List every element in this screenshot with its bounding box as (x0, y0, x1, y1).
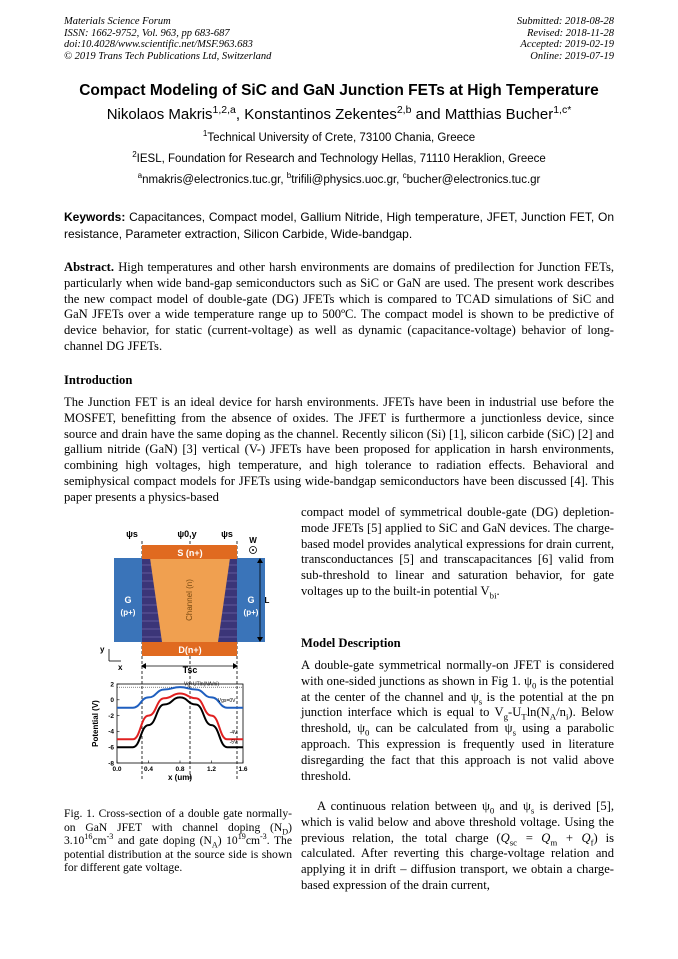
journal-copyright: © 2019 Trans Tech Publications Ltd, Switzerland (64, 50, 272, 62)
y-tick-label: -8 (108, 760, 114, 768)
email-link[interactable]: trifili@physics.uoc.gr, (291, 174, 403, 186)
journal-name: Materials Science Forum (64, 16, 171, 27)
y-tick-label: 2 (110, 681, 114, 689)
email-sup: c (402, 171, 407, 181)
author-name: Konstantinos Zekentes (244, 106, 397, 123)
annotation-builtin: Vg+UTln(NA/ni) (183, 681, 220, 688)
length-label: L (264, 596, 270, 605)
caption-text: ) 3.10 (64, 820, 292, 848)
publication-dates (517, 16, 614, 62)
jfet-figure-svg (90, 525, 270, 800)
email-link[interactable]: nmakris@electronics.tuc.gr, (142, 174, 287, 186)
author-list (40, 106, 638, 123)
intro-cont-text: compact model of symmetrical double-gate (DG) depletion-mode JFETs [5] applied to SiC and GaN devices. The charge-based model provides analytical expressions for drain current, transconductances [5] and transcapacitances [6] valid from sub-threshold to linear and saturation behavior, for gate voltages up to the built-in potential V (301, 505, 614, 598)
annotation-vgs-0v: Vgs=0V (217, 698, 236, 705)
y-tick-label: -4 (108, 728, 114, 736)
author-affil-sup: 2,b (396, 104, 412, 116)
subscript: A (211, 840, 218, 850)
text: using a parabolic approach. This expression is frequently used in literature disregarding the fact that this approach is not valid above threshold. (301, 721, 614, 783)
caption-text: ) 10 (217, 834, 238, 848)
y-tick-label: 0 (110, 697, 114, 705)
subscript: 0 (531, 680, 537, 691)
author-separator: and (411, 106, 445, 123)
y-axis-title: Potential (V) (91, 700, 100, 747)
abstract-label: Abstract. (64, 260, 115, 274)
x-tick-label: 1.6 (238, 766, 248, 773)
figure-1 (90, 525, 270, 800)
subscript: bi (489, 590, 497, 601)
annotation-vgs-minus4v: -4V (229, 729, 238, 736)
intro-paragraph: The Junction FET is an ideal device for harsh environments. JFETs have been in industrial use before the MOSFET, benefitting from the absence of oxides. The JFET is furthermore a junctionless device, since source and drain have the same doping as the channel. Recently silicon (Si) [1], silicon carbide (SiC) [2] and gallium nitride (GaN) [3] vertical (V-) JFETs have been proposed for application in harsh environments, combining high voltages, high temperature, and high tolerance to radiation effects. Behavioral and semiphysical compact models for JFETs using wide-bandgap semiconductors have been discussed [4]. This paper presents a physics-based (64, 395, 614, 504)
caption-text: cm (92, 834, 107, 848)
text: ) is calculated. After reverting this charge-voltage relation and applying it in drift – diffusion transport, we obtain a charge-based expression of the drain current, (301, 830, 614, 892)
width-direction-dot (252, 549, 254, 551)
text: -U (508, 705, 522, 720)
journal-info (64, 16, 271, 62)
subscript: A (549, 711, 557, 722)
equation-symbol: Q (500, 830, 510, 845)
affil-text: IESL, Foundation for Research and Technology Hellas, 71110 Heraklion, Greece (136, 153, 546, 165)
author-separator: , (235, 106, 245, 123)
superscript: -3 (259, 832, 267, 842)
email-sup: a (137, 171, 143, 181)
journal-issn: ISSN: 1662-9752, Vol. 963, pp 683-687 (64, 27, 230, 39)
caption-text: and gate doping (N (113, 834, 212, 848)
subscript: s (512, 727, 516, 738)
subscript: T (521, 711, 527, 722)
model-heading: Model Description (301, 636, 401, 650)
paper-title: Compact Modeling of SiC and GaN Junction FETs at High Temperature (79, 82, 599, 99)
author-name: Matthias Bucher (444, 106, 554, 123)
subscript: f (590, 837, 594, 848)
potential-chart (91, 681, 248, 782)
intro-continuation (301, 505, 614, 600)
x-tick-label: 0.8 (175, 766, 185, 773)
affil-sup: 1 (202, 129, 208, 139)
email-sup: b (286, 171, 292, 181)
affiliation-2 (40, 150, 638, 165)
x-tick-label: 0.0 (112, 766, 122, 773)
subscript: 0 (364, 727, 370, 738)
subscript: i (565, 711, 569, 722)
superscript: -3 (106, 832, 114, 842)
x-axis-title: x (um) (168, 773, 192, 782)
width-label: W (249, 536, 257, 545)
subscript: sc (509, 837, 518, 848)
text: ). Below threshold, ψ (301, 705, 614, 736)
text: is the potential at the pn junction interface which is equal to V (301, 689, 615, 720)
gate-label-right: G (247, 595, 255, 605)
abstract-text: High temperatures and other harsh environments are domains of predilection for Junction FETs, particularly when wide band-gap semiconductors such as SiC or GaN are used. The present work describes the new compact model of double-gate (DG) JFETs which is compared to TCAD simulations of SiC and GaN JFETs over a wide temperature range up to 500ºC. The compact model is shown to be predictive of device behavior, for static (current-voltage) as well as dynamic (capacitance-voltage) behavior of long-channel DG JFETs. (64, 260, 614, 353)
figure-caption (64, 807, 292, 875)
x-tick-label: 0.4 (143, 766, 154, 773)
text: is the potential at the center of the channel and ψ (301, 673, 615, 704)
model-paragraph-1 (301, 658, 614, 784)
affil-sup: 2 (132, 150, 137, 160)
series-group (117, 687, 243, 747)
text: is derived [5], which is valid below and above threshold voltage. Using the previous relation, the total charge ( (301, 799, 614, 845)
subscript: m (550, 837, 558, 848)
caption-text: . The potential distribution at the source side is shown for different gate voltage. (64, 834, 292, 875)
abstract (64, 260, 614, 355)
author-affil-sup: 1,2,a (212, 104, 236, 116)
date-accepted: Accepted: 2019-02-19 (520, 39, 614, 50)
author-affil-sup: 1,c* (553, 104, 572, 116)
annotation-vgs-minus5v: -5V (229, 739, 238, 746)
gate-label-left: G (124, 595, 132, 605)
gate-doping-right: (p+) (243, 608, 259, 617)
text: A continuous relation between ψ (317, 799, 490, 813)
x-axis-label: x (118, 663, 123, 672)
superscript: 19 (237, 832, 246, 842)
y-axis-label: y (100, 645, 105, 654)
caption-text: cm (245, 834, 260, 848)
source-label: S (n+) (177, 548, 203, 558)
text: /n (556, 705, 566, 720)
email-list (40, 171, 638, 186)
subscript: s (478, 696, 483, 707)
psi-s-label-right: ψs (221, 529, 233, 539)
affiliation-1 (40, 129, 638, 144)
subscript: 0 (489, 805, 495, 816)
text: and ψ (494, 799, 531, 813)
keywords-text: Capacitances, Compact model, Gallium Nitride, High temperature, JFET, Junction FET, On resistance, Parameter extraction, Silicon Carbide, Wide-bandgap. (64, 210, 614, 241)
caption-text: Fig. 1. Cross-section of a double gate normally-on GaN JFET with channel doping (N (64, 807, 292, 834)
text: A double-gate symmetrical normally-on JFET is considered with one-sided junctions as shown in Fig 1. ψ (301, 658, 614, 688)
intro-cont-end: . (496, 583, 500, 598)
keywords-label: Keywords: (64, 210, 126, 224)
email-link[interactable]: bucher@electronics.tuc.gr (406, 174, 541, 186)
subscript: s (530, 805, 535, 816)
gate-doping-left: (p+) (120, 608, 136, 617)
date-online: Online: 2019-07-19 (530, 50, 614, 62)
y-tick-label: -6 (108, 744, 114, 752)
superscript: 16 (84, 832, 93, 842)
journal-doi: doi:10.4028/www.scientific.net/MSF.963.683 (64, 39, 253, 50)
affil-text: Technical University of Crete, 73100 Chania, Greece (207, 132, 476, 144)
potential-series-line (117, 697, 243, 747)
subscript: g (503, 711, 508, 722)
channel-label: Channel (n) (185, 579, 194, 621)
model-paragraph-2 (301, 799, 614, 894)
text: ln(N (526, 705, 550, 720)
author-name: Nikolaos Makris (106, 106, 213, 123)
date-revised: Revised: 2018-11-28 (527, 27, 614, 39)
equation-symbol: + Q (557, 830, 591, 845)
y-tick-label: -2 (108, 712, 114, 720)
x-tick-label: 1.2 (206, 766, 217, 773)
keywords (64, 209, 614, 242)
subscript: D (282, 826, 289, 836)
psi-0y-label: ψ0,y (177, 529, 197, 539)
psi-s-label-left: ψs (126, 529, 138, 539)
plot-frame (117, 681, 243, 763)
intro-heading: Introduction (64, 373, 133, 387)
equation-symbol: = Q (517, 830, 551, 845)
drain-label: D(n+) (178, 645, 202, 655)
text: can be calculated from ψ (369, 721, 513, 736)
tick-group (108, 681, 248, 773)
date-submitted: Submitted: 2018-08-28 (516, 16, 614, 27)
tsc-label: Tsc (182, 665, 198, 675)
